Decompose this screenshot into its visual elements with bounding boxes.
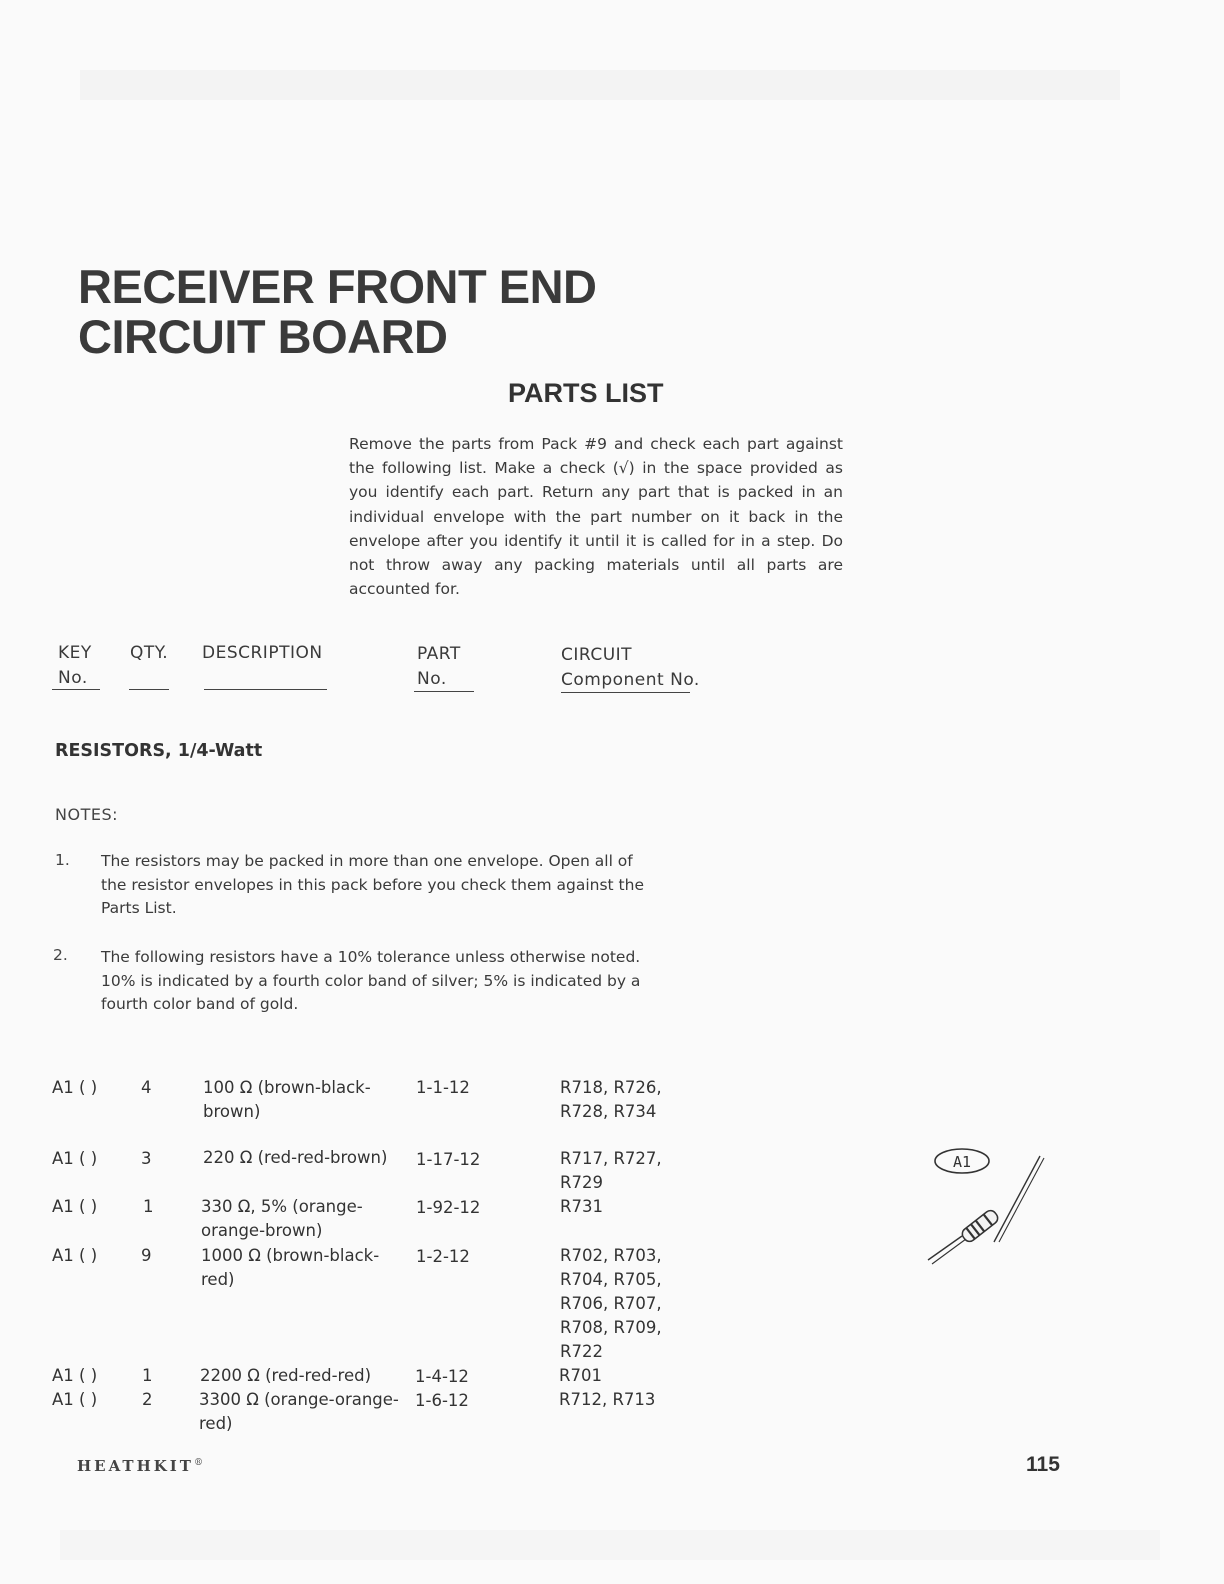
description: 220 Ω (red-red-brown) bbox=[203, 1148, 388, 1167]
note-number: 2. bbox=[53, 946, 68, 964]
bleed-through-band bbox=[60, 1530, 1160, 1560]
circuit-components: R717, R727, R729 bbox=[560, 1149, 662, 1192]
column-header-qty: QTY. bbox=[130, 643, 169, 663]
key-checkbox[interactable]: A1 ( ) bbox=[52, 1246, 98, 1265]
column-rule-description bbox=[204, 689, 327, 690]
circuit-components: R701 bbox=[559, 1366, 602, 1385]
column-rule-qty bbox=[129, 689, 169, 690]
part-number: 1-17-12 bbox=[416, 1150, 481, 1169]
resistor-illustration bbox=[920, 1140, 1050, 1270]
page-number: 115 bbox=[1026, 1453, 1060, 1476]
column-header-circuit-line-1: CIRCUIT bbox=[561, 645, 633, 665]
circuit-components: R731 bbox=[560, 1197, 603, 1216]
column-header-circuit-line-2: Component No. bbox=[561, 670, 700, 690]
key-checkbox[interactable]: A1 ( ) bbox=[52, 1390, 98, 1409]
column-header-key bbox=[58, 641, 92, 691]
resistor-lead-lower-2 bbox=[932, 1239, 966, 1264]
part-number: 1-92-12 bbox=[416, 1198, 481, 1217]
circuit-components: R702, R703, R704, R705, R706, R707, R708, R709, R722 bbox=[560, 1246, 662, 1361]
column-header-part-line-2: No. bbox=[417, 669, 447, 689]
circuit-components: R718, R726, R728, R734 bbox=[560, 1078, 662, 1121]
bleed-through-band bbox=[80, 70, 1120, 100]
quantity: 1 bbox=[142, 1366, 153, 1385]
resistor-lead-upper bbox=[994, 1156, 1040, 1242]
quantity: 4 bbox=[141, 1078, 152, 1097]
brand-logo bbox=[77, 1457, 203, 1475]
description: 330 Ω, 5% (orange-orange-brown) bbox=[201, 1197, 363, 1240]
resistor-body bbox=[960, 1208, 1000, 1244]
column-rule-part bbox=[414, 691, 474, 692]
quantity: 2 bbox=[142, 1390, 153, 1409]
key-checkbox[interactable]: A1 ( ) bbox=[52, 1366, 98, 1385]
quantity: 1 bbox=[143, 1197, 154, 1216]
key-checkbox[interactable]: A1 ( ) bbox=[52, 1149, 98, 1168]
brand-name: HEATHKIT bbox=[77, 1457, 194, 1475]
column-header-circuit bbox=[561, 643, 700, 693]
key-checkbox[interactable]: A1 ( ) bbox=[52, 1197, 98, 1216]
note-text: The following resistors have a 10% tolerance unless otherwise noted. 10% is indicated by a fourth color band of silver; 5% is indicated by a fourth color band of gold. bbox=[101, 948, 641, 1013]
column-header-key-line-2: No. bbox=[58, 668, 88, 688]
circuit-components: R712, R713 bbox=[559, 1390, 656, 1409]
quantity: 9 bbox=[141, 1246, 152, 1265]
intro-paragraph: Remove the parts from Pack #9 and check each part against the following list. Make a check (√) in the space provided as you identify each part. Return any part that is packed in an individual envelope with the part number on it back in the envelope after you identify it until it is called for in a step. Do not throw away any packing materials until all parts are accounted for. bbox=[349, 435, 843, 599]
note-number: 1. bbox=[55, 851, 70, 869]
part-number: 1-6-12 bbox=[415, 1391, 469, 1410]
column-rule-circuit bbox=[561, 692, 690, 693]
column-header-part-line-1: PART bbox=[417, 644, 461, 664]
registered-mark: ® bbox=[193, 1458, 203, 1468]
notes-label: NOTES: bbox=[55, 805, 118, 824]
description: 3300 Ω (orange-orange-red) bbox=[199, 1390, 399, 1433]
part-number: 1-1-12 bbox=[416, 1078, 470, 1097]
resistor-lead-upper-2 bbox=[999, 1158, 1044, 1242]
page-title-line-2: CIRCUIT BOARD bbox=[78, 310, 448, 363]
quantity: 3 bbox=[141, 1149, 152, 1168]
resistor-lead-lower bbox=[928, 1236, 962, 1260]
part-number: 1-2-12 bbox=[416, 1247, 470, 1266]
section-heading-resistors: RESISTORS, 1/4-Watt bbox=[55, 741, 263, 761]
column-header-description: DESCRIPTION bbox=[202, 643, 323, 663]
page-title-line-1: RECEIVER FRONT END bbox=[78, 260, 597, 313]
parts-list-heading: PARTS LIST bbox=[508, 378, 664, 408]
description: 1000 Ω (brown-black-red) bbox=[201, 1246, 380, 1289]
part-number: 1-4-12 bbox=[415, 1367, 469, 1386]
description: 2200 Ω (red-red-red) bbox=[200, 1366, 372, 1385]
column-header-part bbox=[417, 642, 461, 692]
key-label-text: A1 bbox=[952, 1153, 972, 1171]
column-header-key-line-1: KEY bbox=[58, 643, 92, 663]
note-text: The resistors may be packed in more than one envelope. Open all of the resistor envelopes in this pack before you check them against the Parts List. bbox=[101, 852, 644, 917]
description: 100 Ω (brown-black-brown) bbox=[203, 1078, 371, 1121]
page-title bbox=[78, 262, 597, 362]
column-rule-key bbox=[52, 689, 100, 690]
key-checkbox[interactable]: A1 ( ) bbox=[52, 1078, 98, 1097]
